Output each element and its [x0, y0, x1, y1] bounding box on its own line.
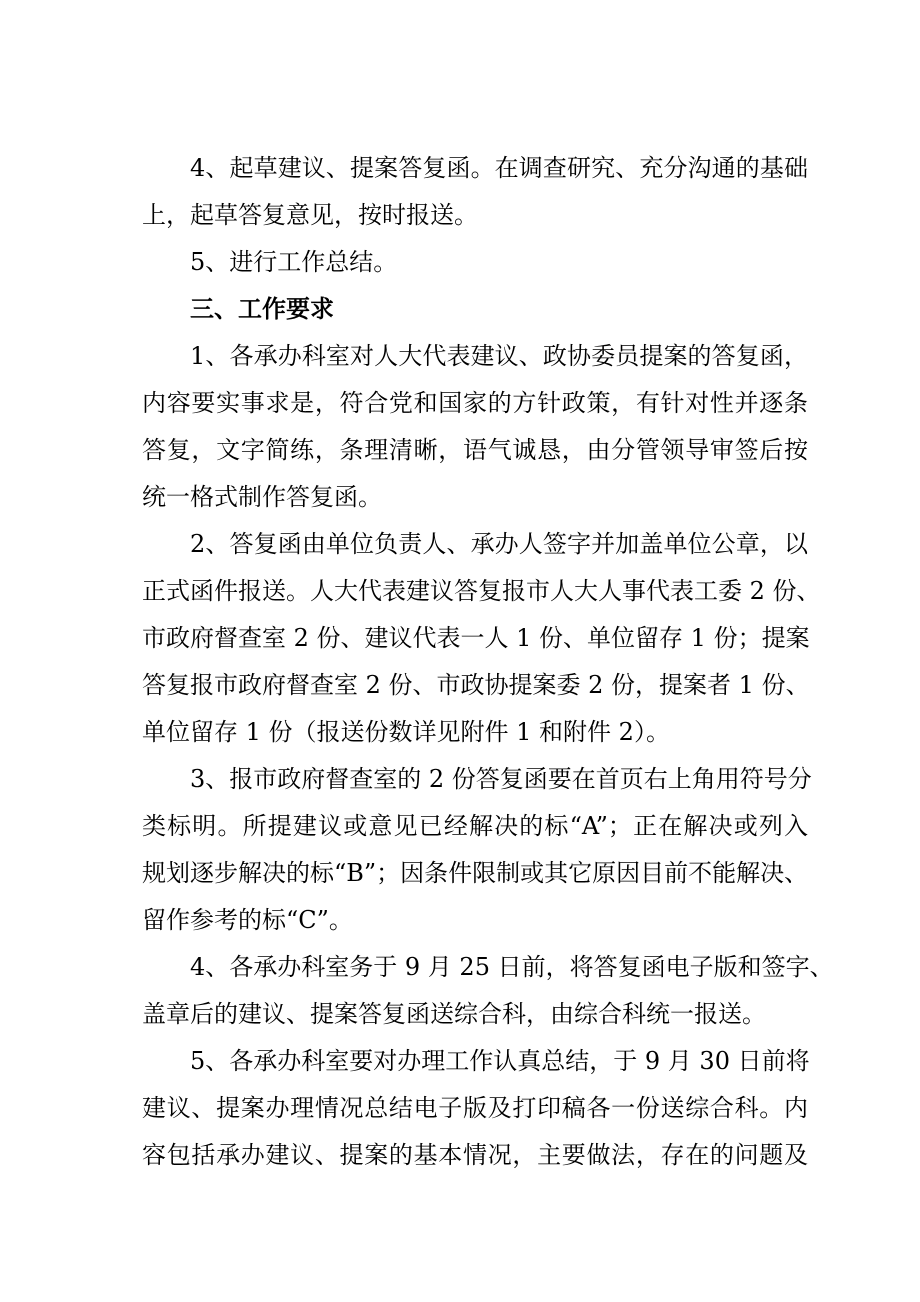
text-line: 5、进行工作总结。 [190, 248, 398, 276]
text-line: 建议、提案办理情况总结电子版及打印稿各一份送综合科。内 [142, 1094, 808, 1122]
text-line: 内容要实事求是，符合党和国家的方针政策，有针对性并逐条 [142, 389, 808, 417]
text-line: 1、各承办科室对人大代表建议、政协委员提案的答复函， [190, 342, 808, 370]
text-line: 容包括承办建议、提案的基本情况，主要做法，存在的问题及 [142, 1141, 808, 1169]
section-heading: 三、工作要求 [190, 295, 334, 323]
text-line: 正式函件报送。人大代表建议答复报市人大人事代表工委 2 份、 [142, 577, 821, 605]
text-line: 上，起草答复意见，按时报送。 [142, 201, 478, 229]
text-line: 4、起草建议、提案答复函。在调查研究、充分沟通的基础 [190, 154, 808, 182]
text-line: 留作参考的标“C”。 [142, 906, 353, 934]
text-line: 答复，文字简练，条理清晰，语气诚恳，由分管领导审签后按 [142, 436, 808, 464]
text-line: 规划逐步解决的标“B”；因条件限制或其它原因目前不能解决、 [142, 859, 809, 887]
text-line: 单位留存 1 份（报送份数详见附件 1 和附件 2）。 [142, 718, 670, 746]
text-line: 4、各承办科室务于 9 月 25 日前，将答复函电子版和签字、 [190, 953, 834, 981]
text-line: 3、报市政府督查室的 2 份答复函要在首页右上角用符号分 [190, 765, 812, 793]
text-line: 类标明。所提建议或意见已经解决的标“A”；正在解决或列入 [142, 812, 808, 840]
text-line: 市政府督查室 2 份、建议代表一人 1 份、单位留存 1 份；提案 [142, 624, 810, 652]
text-line: 盖章后的建议、提案答复函送综合科，由综合科统一报送。 [142, 1000, 766, 1028]
text-line: 答复报市政府督查室 2 份、市政协提案委 2 份，提案者 1 份、 [142, 671, 810, 699]
text-line: 2、答复函由单位负责人、承办人签字并加盖单位公章，以 [190, 530, 808, 558]
text-line: 5、各承办科室要对办理工作认真总结，于 9 月 30 日前将 [190, 1047, 810, 1075]
text-line: 统一格式制作答复函。 [142, 483, 382, 511]
